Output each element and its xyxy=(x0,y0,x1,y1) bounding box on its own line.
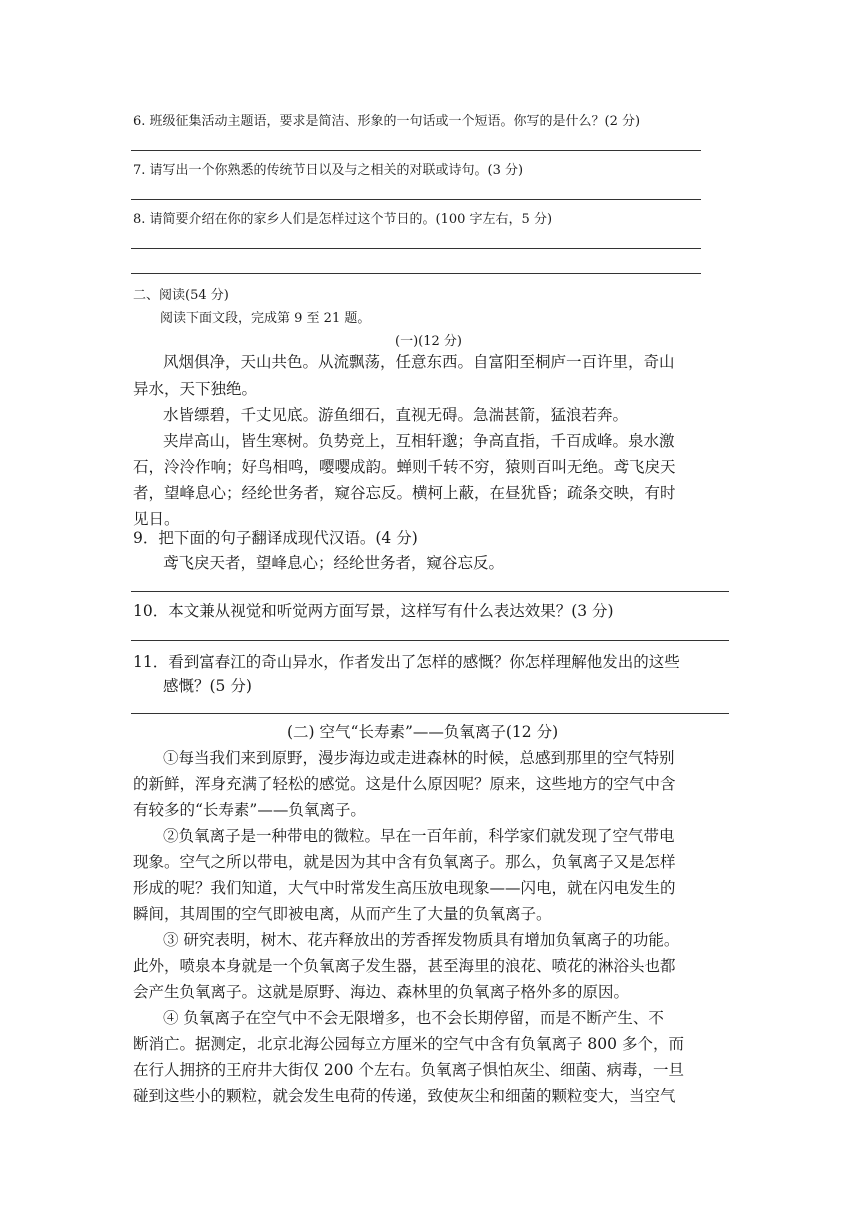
answer-line-7[interactable] xyxy=(131,199,701,200)
passage1-line: 者，望峰息心；经纶世务者，窥谷忘反。横柯上蔽，在昼犹昏；疏条交映，有时 xyxy=(133,484,676,502)
passage2-line: 瞬间，其周围的空气即被电离，从而产生了大量的负氧离子。 xyxy=(133,905,552,923)
question-9-sentence: 鸢飞戾天者，望峰息心；经纶世务者，窥谷忘反。 xyxy=(163,554,505,572)
passage1-line: 见日。 xyxy=(133,510,180,528)
answer-line-6[interactable] xyxy=(131,150,701,151)
answer-line-10[interactable] xyxy=(131,640,729,641)
passage1-line: 异水，天下独绝。 xyxy=(133,380,258,398)
passage2-line: 会产生负氧离子。这就是原野、海边、森林里的负氧离子格外多的原因。 xyxy=(133,983,630,1001)
answer-line-8b[interactable] xyxy=(131,273,701,274)
passage2-line: 碰到这些小的颗粒，就会发生电荷的传递，致使灰尘和细菌的颗粒变大，当空气 xyxy=(133,1087,676,1105)
passage2-line: ①每当我们来到原野，漫步海边或走进森林的时候，总感到那里的空气特别 xyxy=(163,749,675,767)
passage1-line: 风烟俱净，天山共色。从流飘荡，任意东西。自富阳至桐庐一百许里，奇山 xyxy=(163,353,675,371)
question-7: 7. 请写出一个你熟悉的传统节日以及与之相关的对联或诗句。(3 分) xyxy=(133,163,524,178)
question-9: 9．把下面的句子翻译成现代汉语。(4 分) xyxy=(133,529,418,547)
answer-line-9[interactable] xyxy=(131,591,729,592)
answer-line-11[interactable] xyxy=(131,713,729,714)
passage2-line: 有较多的“长寿素”——负氧离子。 xyxy=(133,801,366,819)
passage2-line: 现象。空气之所以带电，就是因为其中含有负氧离子。那么，负氧离子又是怎样 xyxy=(133,853,676,871)
question-8: 8. 请简要介绍在你的家乡人们是怎样过这个节日的。(100 字左右，5 分) xyxy=(133,212,553,227)
passage2-line: ③ 研究表明，树木、花卉释放出的芳香挥发物质具有增加负氧离子的功能。 xyxy=(163,931,680,949)
passage2-line: ②负氧离子是一种带电的微粒。早在一百年前，科学家们就发现了空气带电 xyxy=(163,827,675,845)
passage2-line: 形成的呢？我们知道，大气中时常发生高压放电现象——闪电，就在闪电发生的 xyxy=(133,879,676,897)
section-2-title: (二) 空气“长寿素”——负氧离子(12 分) xyxy=(287,723,559,741)
passage2-line: ④ 负氧离子在空气中不会无限增多，也不会长期停留，而是不断产生、不 xyxy=(163,1009,664,1027)
passage1-line: 石，泠泠作响；好鸟相鸣，嘤嘤成韵。蝉则千转不穷，猿则百叫无绝。鸢飞戾天 xyxy=(133,458,676,476)
passage1-line: 水皆缥碧，千丈见底。游鱼细石，直视无碍。急湍甚箭，猛浪若奔。 xyxy=(163,406,629,424)
passage2-line: 此外，喷泉本身就是一个负氧离子发生器，甚至海里的浪花、喷花的淋浴头也都 xyxy=(133,957,676,975)
question-11-cont: 感慨？(5 分) xyxy=(163,677,252,695)
answer-line-8a[interactable] xyxy=(131,248,701,249)
question-10: 10．本文兼从视觉和听觉两方面写景，这样写有什么表达效果？(3 分) xyxy=(133,602,614,620)
section-header-reading: 二、阅读(54 分) xyxy=(133,288,229,303)
passage1-line: 夹岸高山，皆生寒树。负势竞上，互相轩邈；争高直指，千百成峰。泉水激 xyxy=(163,432,675,450)
passage2-line: 断消亡。据测定，北京北海公园每立方厘米的空气中含有负氧离子 800 多个，而 xyxy=(133,1035,684,1053)
question-6: 6. 班级征集活动主题语，要求是简洁、形象的一句话或一个短语。你写的是什么？(2 分) xyxy=(133,114,641,129)
passage2-line: 的新鲜，浑身充满了轻松的感觉。这是什么原因呢？原来，这些地方的空气中含 xyxy=(133,775,676,793)
passage2-line: 在行人拥挤的王府井大街仅 200 个左右。负氧离子惧怕灰尘、细菌、病毒，一旦 xyxy=(133,1061,684,1079)
question-11: 11．看到富春江的奇山异水，作者发出了怎样的感慨？你怎样理解他发出的这些 xyxy=(133,653,680,671)
reading-instruction: 阅读下面文段，完成第 9 至 21 题。 xyxy=(160,311,371,326)
section-1-title: (一)(12 分) xyxy=(395,334,462,349)
